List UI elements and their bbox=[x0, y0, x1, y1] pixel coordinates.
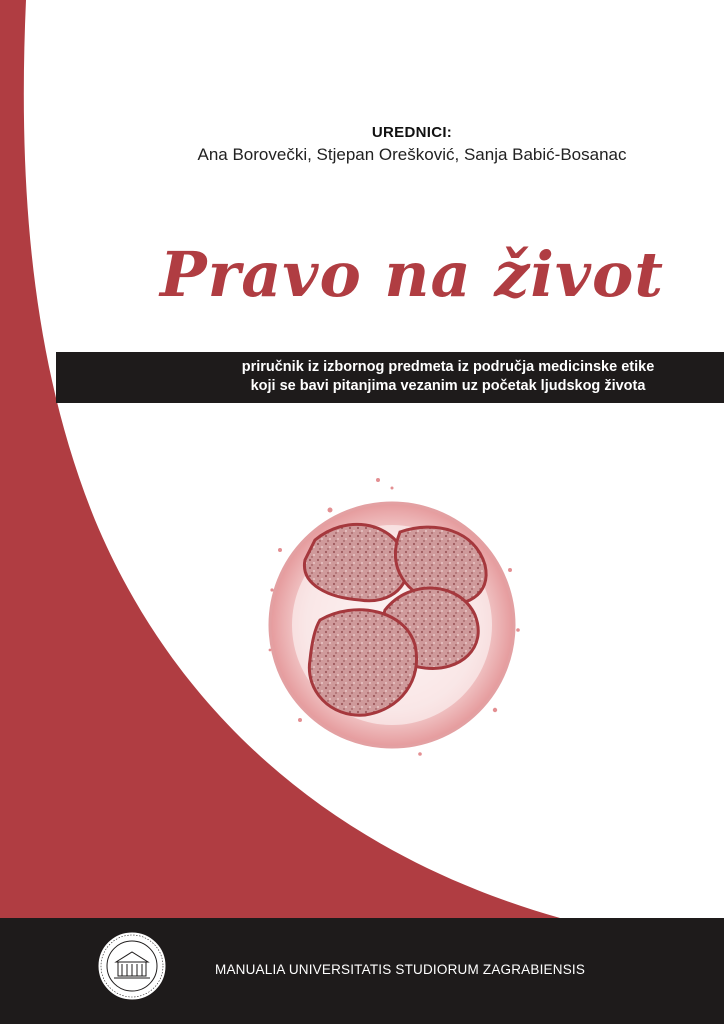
university-seal-icon bbox=[96, 930, 168, 1002]
series-name: MANUALIA UNIVERSITATIS STUDIORUM ZAGRABIENSIS bbox=[215, 962, 586, 977]
book-title: Pravo na život bbox=[159, 238, 665, 311]
subtitle-line-1: priručnik iz izbornog predmeta iz područja medicinske etike bbox=[241, 359, 655, 375]
subtitle-line-2: koji se bavi pitanjima vezanim uz početak ljudskog života bbox=[250, 378, 646, 394]
embryo-four-cell-illustration bbox=[260, 470, 530, 760]
subtitle-bar bbox=[56, 352, 724, 403]
editors-heading: UREDNICI: bbox=[371, 124, 453, 141]
editors-names: Ana Borovečki, Stjepan Orešković, Sanja Babić-Bosanac bbox=[197, 145, 627, 164]
